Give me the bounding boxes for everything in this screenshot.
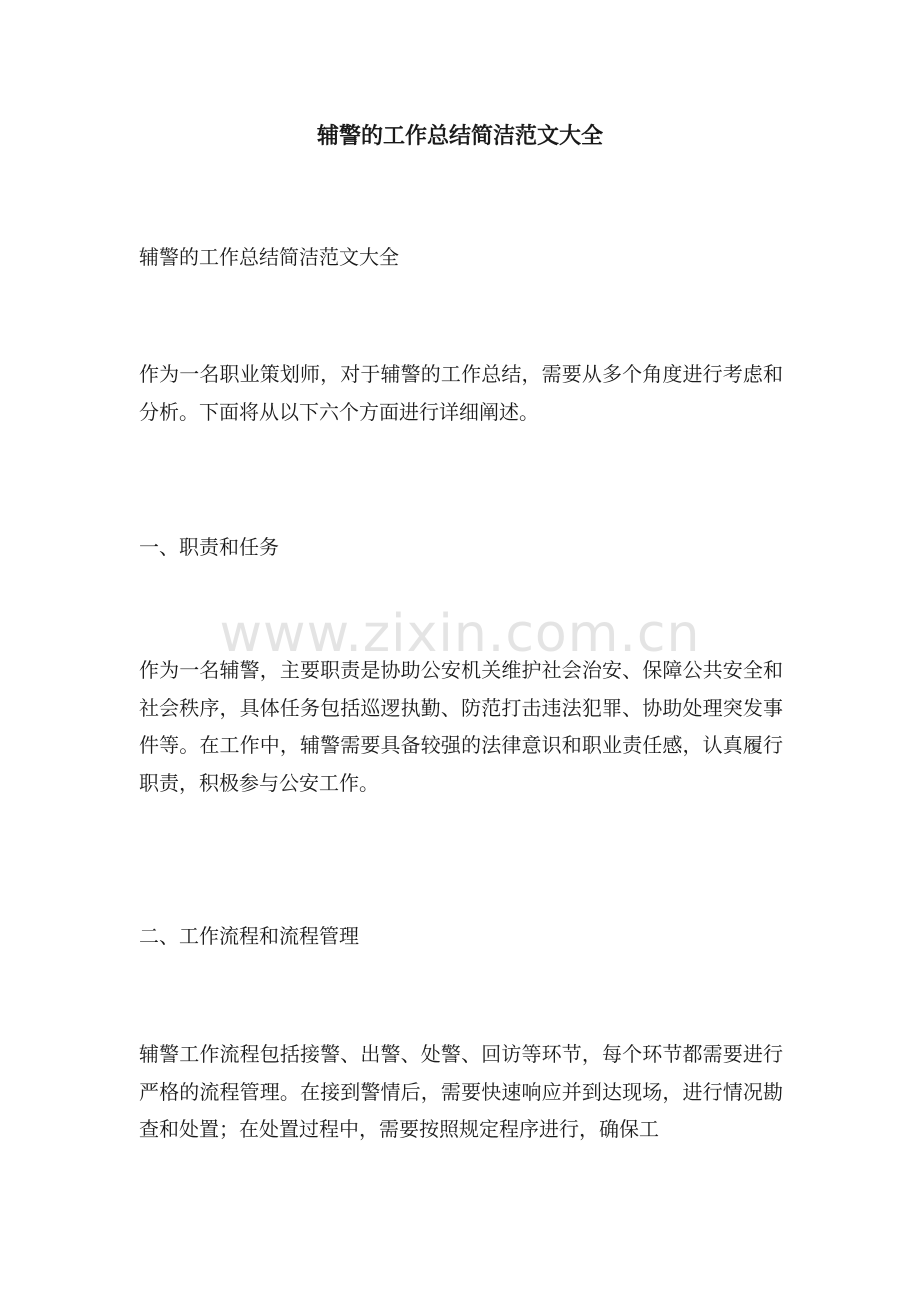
section-1-heading: 一、职责和任务: [139, 535, 279, 559]
document-title: 辅警的工作总结简洁范文大全: [316, 123, 603, 149]
document-subtitle: 辅警的工作总结简洁范文大全: [139, 245, 399, 269]
section-1-body: 作为一名辅警，主要职责是协助公安机关维护社会治安、保障公共安全和社会秩序，具体任务包括巡逻执勤、防范打击违法犯罪、协助处理突发事件等。在工作中，辅警需要具备较强的法律意识和职业责任感，认真履行职责，积极参与公安工作。: [139, 658, 783, 795]
section-2-heading: 二、工作流程和流程管理: [139, 924, 359, 948]
section-2-body: 辅警工作流程包括接警、出警、处警、回访等环节，每个环节都需要进行严格的流程管理。在接到警情后，需要快速响应并到达现场，进行情况勘查和处置；在处置过程中，需要按照规定程序进行，确保工: [139, 1042, 783, 1141]
watermark: www.zixin.com.cn: [219, 604, 701, 664]
intro-paragraph: 作为一名职业策划师，对于辅警的工作总结，需要从多个角度进行考虑和分析。下面将从以下六个方面进行详细阐述。: [139, 362, 783, 424]
